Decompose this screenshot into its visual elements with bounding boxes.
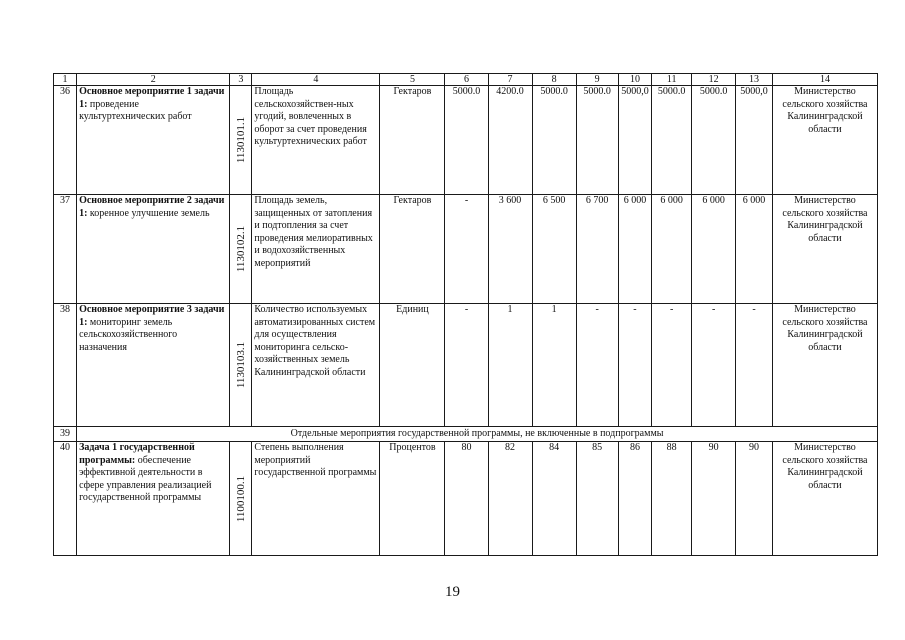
table-row [54,442,878,556]
section-row [54,427,878,442]
unit: Единиц [380,304,445,427]
value-cell: 6 000 [736,195,773,304]
unit: Гектаров [380,86,445,195]
measure-title [77,195,230,304]
code-cell [230,195,252,304]
responsible-ministry: Министерство сельского хозяйства Калининградской области [772,442,877,556]
header-cell: 6 [445,74,488,86]
value-cell: 5000,0 [618,86,652,195]
code-text: 1100100.1 [234,475,247,522]
program-indicators-table [53,73,878,556]
header-cell: 5 [380,74,445,86]
code-text: 1130103.1 [234,341,247,389]
value-cell: 82 [488,442,532,556]
code-cell [230,304,252,427]
measure-title-text: коренное улучшение земель [87,207,210,219]
measure-title [77,304,230,427]
responsible-ministry: Министерство сельского хозяйства Калининградской области [772,86,877,195]
measure-title-bold: Задача 1 государственной программы: [79,442,195,466]
value-cell: - [692,304,736,427]
code-text: 1130102.1 [234,225,247,273]
value-cell: - [652,304,692,427]
value-cell: 3 600 [488,195,532,304]
measure-title-bold: Основное мероприятие 2 задачи 1: [79,195,225,219]
value-cell: 85 [576,442,618,556]
value-cell: 6 700 [576,195,618,304]
header-cell: 8 [532,74,576,86]
value-cell: 5000.0 [692,86,736,195]
value-cell: 84 [532,442,576,556]
header-cell: 7 [488,74,532,86]
code-text: 1130101.1 [234,116,247,164]
row-number: 38 [54,304,77,427]
header-cell: 14 [772,74,877,86]
value-cell: 1 [488,304,532,427]
row-number: 39 [54,427,77,442]
value-cell: 1 [532,304,576,427]
indicator-name: Степень выполнения мероприятий государственной программы [252,442,380,556]
row-number: 37 [54,195,77,304]
responsible-ministry: Министерство сельского хозяйства Калининградской области [772,304,877,427]
header-cell: 1 [54,74,77,86]
header-cell: 12 [692,74,736,86]
row-number: 36 [54,86,77,195]
value-cell: 5000.0 [652,86,692,195]
header-cell: 10 [618,74,652,86]
header-cell: 13 [736,74,773,86]
value-cell: 5000,0 [736,86,773,195]
value-cell: - [618,304,652,427]
unit: Процентов [380,442,445,556]
measure-title [77,442,230,556]
header-row [54,74,878,86]
header-cell: 4 [252,74,380,86]
measure-title-text: мониторинг земель сельскохозяйственного назначения [79,316,178,353]
table-row [54,86,878,195]
header-cell: 2 [77,74,230,86]
header-cell: 3 [230,74,252,86]
value-cell: 6 000 [618,195,652,304]
value-cell: 5000.0 [576,86,618,195]
section-heading: Отдельные мероприятия государственной программы, не включенные в подпрограммы [77,427,878,442]
table-row [54,304,878,427]
responsible-ministry: Министерство сельского хозяйства Калининградской области [772,195,877,304]
value-cell: 5000.0 [445,86,488,195]
header-cell: 9 [576,74,618,86]
measure-title-text: обеспечение эффективной деятельности в сфере управления реализацией государственной программы [79,454,212,503]
value-cell: 6 500 [532,195,576,304]
value-cell: 6 000 [652,195,692,304]
value-cell: 90 [736,442,773,556]
measure-title-bold: Основное мероприятие 3 задачи 1: [79,304,225,328]
value-cell: 86 [618,442,652,556]
code-cell [230,86,252,195]
header-cell: 11 [652,74,692,86]
value-cell: - [445,304,488,427]
row-number: 40 [54,442,77,556]
value-cell: 88 [652,442,692,556]
measure-title [77,86,230,195]
unit: Гектаров [380,195,445,304]
page-number: 19 [445,584,460,600]
indicator-name: Площадь земель, защищенных от затопления и подтопления за счет проведения мелиоративных и водохозяйственных мероприятий [252,195,380,304]
indicator-name: Площадь сельскохозяйствен-ных угодий, вовлеченных в оборот за счет проведения культуртехнических работ [252,86,380,195]
value-cell: 80 [445,442,488,556]
value-cell: 90 [692,442,736,556]
value-cell: - [576,304,618,427]
value-cell: - [445,195,488,304]
value-cell: 4200.0 [488,86,532,195]
measure-title-bold: Основное мероприятие 1 задачи 1: [79,86,225,110]
measure-title-text: проведение культуртехнических работ [79,98,192,122]
value-cell: 5000.0 [532,86,576,195]
table-row [54,195,878,304]
value-cell: - [736,304,773,427]
code-cell [230,442,252,556]
indicator-name: Количество используемых автоматизированных систем для осуществления мониторинга сельско-хозяйственных земель Калининградской области [252,304,380,427]
value-cell: 6 000 [692,195,736,304]
